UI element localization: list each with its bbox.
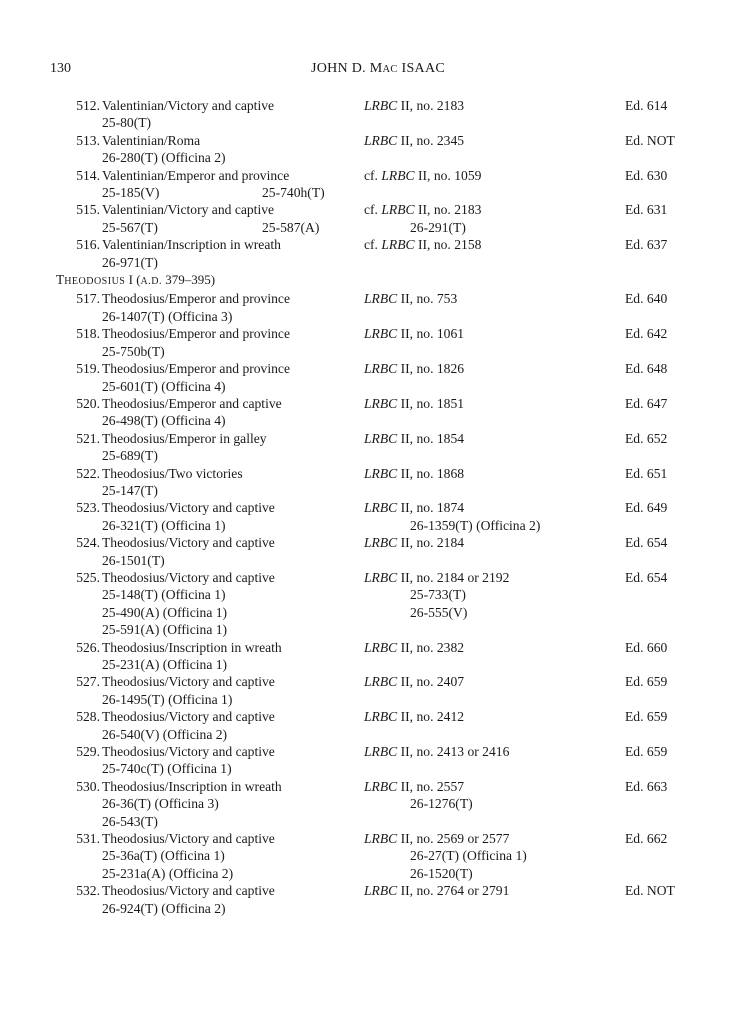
reference-catalogue: LRBC <box>364 291 398 307</box>
entry-description-block <box>62 673 362 708</box>
entry-description-block <box>62 167 362 202</box>
catalogue-reference <box>364 569 509 621</box>
entry-first-line <box>62 569 362 586</box>
catalogue-entry <box>0 236 756 271</box>
reference-catalogue: LRBC <box>364 535 398 551</box>
catalogue-entry <box>0 97 756 132</box>
reference-catalogue: LRBC <box>381 202 415 218</box>
edition-number: Ed. 614 <box>625 98 668 113</box>
entry-first-line <box>62 201 362 218</box>
catalogue-entries <box>0 97 756 917</box>
entry-description-block <box>62 465 362 500</box>
catalogue-reference <box>364 325 464 342</box>
reference-line <box>364 830 527 847</box>
entry-description: Valentinian/Roma <box>102 132 201 148</box>
reference-line <box>364 97 464 114</box>
edition-number: Ed. 659 <box>625 744 668 760</box>
catalogue-entry <box>0 395 756 430</box>
entry-description-block <box>62 708 362 743</box>
catalogue-reference <box>364 708 464 725</box>
entry-number: 517. <box>76 291 100 307</box>
edition-number: Ed. NOT <box>625 132 675 148</box>
theodosius-entries <box>0 290 756 917</box>
catalogue-reference <box>364 236 481 253</box>
entry-first-line <box>62 132 362 149</box>
entry-description: Theodosius/Victory and captive <box>102 569 275 585</box>
specimen-id: 26-540(V) (Officina 2) <box>102 726 228 742</box>
entry-number: 531. <box>76 831 100 847</box>
entry-description: Valentinian/Emperor and province <box>102 167 290 183</box>
reference-catalogue: LRBC <box>364 569 398 585</box>
reference-line <box>364 673 464 690</box>
section-smallcaps: HEODOSIUS <box>64 276 126 288</box>
reference-catalogue: LRBC <box>364 883 398 899</box>
catalogue-entry <box>0 708 756 743</box>
edition-number: Ed. 659 <box>625 709 668 725</box>
reference-catalogue: LRBC <box>364 132 398 148</box>
reference-line <box>364 778 473 795</box>
reference-catalogue: LRBC <box>364 465 398 481</box>
catalogue-entry <box>0 290 756 325</box>
reference-catalogue: LRBC <box>364 744 398 760</box>
reference-catalogue: LRBC <box>364 674 398 690</box>
reference-catalogue: LRBC <box>364 500 398 516</box>
specimen-id: 25-601(T) (Officina 4) <box>102 378 226 394</box>
specimen-row <box>62 184 362 201</box>
reference-number: II, no. 2764 or 2791 <box>397 883 510 899</box>
edition-number: Ed. 630 <box>625 167 668 183</box>
specimen-id: 26-280(T) (Officina 2) <box>102 150 226 166</box>
specimen-id: 25-740h(T) <box>262 185 325 201</box>
entry-number: 514. <box>76 167 100 183</box>
reference-number: II, no. 2183 <box>414 202 482 218</box>
catalogue-entry <box>0 465 756 500</box>
edition-number: Ed. 647 <box>625 395 668 411</box>
running-head <box>0 60 756 78</box>
reference-number: II, no. 2382 <box>397 639 465 655</box>
catalogue-entry <box>0 430 756 465</box>
entry-description: Valentinian/Victory and captive <box>102 202 275 218</box>
reference-catalogue: LRBC <box>364 361 398 377</box>
specimen-id: 25-231(A) (Officina 1) <box>102 657 228 672</box>
additional-specimen-id: 26-555(V) <box>410 604 468 620</box>
entry-number: 515. <box>76 202 100 218</box>
edition-number: Ed. 659 <box>625 674 668 690</box>
specimen-id: 25-587(A) <box>262 219 320 235</box>
specimen-id: 25-80(T) <box>102 115 152 131</box>
entry-description: Theodosius/Emperor and captive <box>102 395 282 411</box>
catalogue-entry <box>0 569 756 639</box>
reference-line <box>364 499 540 516</box>
catalogue-entry <box>0 830 756 882</box>
edition-number: Ed. 637 <box>625 237 668 253</box>
entry-first-line <box>62 97 362 114</box>
reference-line <box>364 465 464 482</box>
specimen-id: 25-185(V) <box>102 185 160 201</box>
reference-number: II, no. 1868 <box>397 465 465 481</box>
entry-description-block <box>62 569 362 639</box>
specimen-id: 25-567(T) <box>102 219 158 235</box>
catalogue-entry <box>0 882 756 917</box>
reference-number: II, no. 2412 <box>397 709 465 725</box>
entry-description-block <box>62 395 362 430</box>
reference-line <box>364 882 509 899</box>
reference-catalogue: LRBC <box>364 639 398 655</box>
entry-first-line <box>62 360 362 377</box>
specimen-id: 25-490(A) (Officina 1) <box>102 604 228 620</box>
reference-number: II, no. 2183 <box>397 98 465 113</box>
entry-description: Theodosius/Victory and captive <box>102 831 275 847</box>
entry-first-line <box>62 236 362 253</box>
reference-line <box>364 201 481 218</box>
additional-specimen-id: 26-1520(T) <box>410 865 473 881</box>
entry-number: 528. <box>76 709 100 725</box>
reference-line <box>364 639 464 656</box>
entry-first-line <box>62 778 362 795</box>
additional-specimen-id: 25-733(T) <box>410 587 466 603</box>
reference-number: II, no. 2407 <box>397 674 465 690</box>
entry-number: 524. <box>76 535 100 551</box>
edition-number: Ed. NOT <box>625 883 675 899</box>
catalogue-reference <box>364 201 481 236</box>
additional-specimen-id: 26-291(T) <box>410 219 466 235</box>
edition-number: Ed. 648 <box>625 361 668 377</box>
specimen-id: 26-1501(T) <box>102 552 165 568</box>
reference-number: II, no. 1851 <box>397 395 465 411</box>
additional-specimen-id: 26-1276(T) <box>410 796 473 812</box>
valentinian-entries <box>0 97 756 271</box>
specimen-id: 26-1407(T) (Officina 3) <box>102 308 233 324</box>
entry-number: 521. <box>76 430 100 446</box>
entry-first-line <box>62 743 362 760</box>
entry-number: 519. <box>76 361 100 377</box>
specimen-id: 25-591(A) (Officina 1) <box>102 622 228 638</box>
reference-line <box>364 534 464 551</box>
entry-description: Valentinian/Victory and captive <box>102 98 275 113</box>
entry-description-block <box>62 360 362 395</box>
catalogue-entry <box>0 325 756 360</box>
entry-first-line <box>62 290 362 307</box>
edition-number: Ed. 654 <box>625 569 668 585</box>
entry-number: 530. <box>76 778 100 794</box>
entry-first-line <box>62 430 362 447</box>
reference-number: II, no. 1826 <box>397 361 465 377</box>
entry-description: Theodosius/Victory and captive <box>102 709 275 725</box>
edition-number: Ed. 631 <box>625 202 668 218</box>
edition-number: Ed. 651 <box>625 465 668 481</box>
catalogue-reference <box>364 430 464 447</box>
catalogue-reference <box>364 499 540 534</box>
catalogue-reference <box>364 743 509 760</box>
entry-description-block <box>62 430 362 465</box>
specimen-id: 26-498(T) (Officina 4) <box>102 413 226 429</box>
catalogue-reference <box>364 778 473 813</box>
catalogue-entry <box>0 499 756 534</box>
entry-description-block <box>62 236 362 271</box>
specimen-id: 25-740c(T) (Officina 1) <box>102 761 232 777</box>
reference-catalogue: LRBC <box>364 395 398 411</box>
entry-number: 522. <box>76 465 100 481</box>
running-head-suffix: ISAAC <box>397 61 446 76</box>
entry-number: 529. <box>76 744 100 760</box>
reference-catalogue: LRBC <box>381 237 415 253</box>
catalogue-reference <box>364 534 464 551</box>
running-head-smallcaps: AC <box>382 64 398 75</box>
edition-number: Ed. 660 <box>625 639 668 655</box>
catalogue-entry <box>0 132 756 167</box>
additional-specimen-id: 26-1359(T) (Officina 2) <box>410 517 541 533</box>
entry-number: 523. <box>76 500 100 516</box>
specimen-id: 26-36(T) (Officina 3) <box>102 796 219 812</box>
section-ad: A.D. <box>140 276 162 288</box>
reference-line <box>364 290 457 307</box>
specimen-row <box>62 219 362 236</box>
catalogue-entry <box>0 201 756 236</box>
entry-description: Valentinian/Inscription in wreath <box>102 237 281 253</box>
entry-description-block <box>62 499 362 534</box>
reference-number: II, no. 2413 or 2416 <box>397 744 510 760</box>
reference-number: II, no. 1061 <box>397 326 465 342</box>
page-number: 130 <box>50 61 71 76</box>
entry-description: Theodosius/Victory and captive <box>102 674 275 690</box>
catalogue-entry <box>0 743 756 778</box>
reference-number: II, no. 753 <box>397 291 458 307</box>
edition-number: Ed. 640 <box>625 291 668 307</box>
specimen-id: 25-148(T) (Officina 1) <box>102 587 226 603</box>
entry-description-block <box>62 325 362 360</box>
reference-prefix: cf. <box>364 167 382 183</box>
catalogue-entry <box>0 534 756 569</box>
edition-number: Ed. 662 <box>625 831 668 847</box>
reference-line <box>364 132 464 149</box>
entry-first-line <box>62 395 362 412</box>
reference-line <box>364 236 481 253</box>
entry-description: Theodosius/Emperor and province <box>102 326 290 342</box>
entry-description: Theodosius/Two victories <box>102 465 243 481</box>
entry-description-block <box>62 639 362 674</box>
edition-number: Ed. 654 <box>625 535 668 551</box>
entry-description: Theodosius/Inscription in wreath <box>102 639 282 655</box>
specimen-id: 25-231a(A) (Officina 2) <box>102 865 234 881</box>
catalogue-entry <box>0 639 756 674</box>
entry-first-line <box>62 465 362 482</box>
reference-catalogue: LRBC <box>381 167 415 183</box>
entry-description: Theodosius/Victory and captive <box>102 535 275 551</box>
catalogue-entry <box>0 778 756 830</box>
reference-number: II, no. 2557 <box>397 778 465 794</box>
catalogue-reference <box>364 465 464 482</box>
entry-number: 525. <box>76 569 100 585</box>
entry-number: 512. <box>76 98 100 113</box>
entry-first-line <box>62 882 362 899</box>
entry-first-line <box>62 639 362 656</box>
reference-number: II, no. 2184 <box>397 535 465 551</box>
reference-number: II, no. 2184 or 2192 <box>397 569 510 585</box>
catalogue-reference <box>364 132 464 149</box>
catalogue-reference <box>364 395 464 412</box>
entry-description: Theodosius/Inscription in wreath <box>102 778 282 794</box>
entry-number: 513. <box>76 132 100 148</box>
reference-number: II, no. 1059 <box>414 167 482 183</box>
specimen-id: 26-321(T) (Officina 1) <box>102 517 226 533</box>
additional-specimen-id: 26-27(T) (Officina 1) <box>410 848 527 864</box>
reference-number: II, no. 2345 <box>397 132 465 148</box>
entry-description-block <box>62 534 362 569</box>
entry-description-block <box>62 778 362 830</box>
reference-number: II, no. 1874 <box>397 500 465 516</box>
entry-number: 518. <box>76 326 100 342</box>
reference-line <box>364 708 464 725</box>
catalogue-entry <box>0 167 756 202</box>
reference-line <box>364 569 509 586</box>
entry-number: 516. <box>76 237 100 253</box>
section-heading <box>56 271 756 290</box>
edition-number: Ed. 652 <box>625 430 668 446</box>
entry-description: Theodosius/Victory and captive <box>102 883 275 899</box>
catalogue-entry <box>0 360 756 395</box>
reference-line <box>364 325 464 342</box>
entry-first-line <box>62 499 362 516</box>
catalogue-reference <box>364 167 481 184</box>
entry-first-line <box>62 534 362 551</box>
edition-number: Ed. 642 <box>625 326 668 342</box>
reference-prefix: cf. <box>364 237 382 253</box>
entry-number: 527. <box>76 674 100 690</box>
entry-number: 532. <box>76 883 100 899</box>
catalogue-reference <box>364 882 509 899</box>
reference-number: II, no. 2569 or 2577 <box>397 831 510 847</box>
entry-description: Theodosius/Emperor and province <box>102 361 290 377</box>
edition-number: Ed. 663 <box>625 778 668 794</box>
entry-first-line <box>62 830 362 847</box>
entry-description: Theodosius/Emperor in galley <box>102 430 267 446</box>
catalogue-reference <box>364 97 464 114</box>
running-head-prefix: JOHN D. M <box>310 61 383 76</box>
catalogue-reference <box>364 673 464 690</box>
entry-description-block <box>62 290 362 325</box>
catalogue-entry <box>0 673 756 708</box>
reference-catalogue: LRBC <box>364 326 398 342</box>
catalogue-reference <box>364 360 464 377</box>
entry-description-block <box>62 132 362 167</box>
entry-description-block <box>62 830 362 882</box>
entry-description: Theodosius/Victory and captive <box>102 500 275 516</box>
reference-line <box>364 430 464 447</box>
section-initial: T <box>56 272 65 288</box>
reference-catalogue: LRBC <box>364 430 398 446</box>
edition-number: Ed. 649 <box>625 500 668 516</box>
specimen-id: 26-971(T) <box>102 254 158 270</box>
reference-line <box>364 743 509 760</box>
entry-description-block <box>62 201 362 236</box>
entry-description: Theodosius/Victory and captive <box>102 744 275 760</box>
specimen-id: 26-924(T) (Officina 2) <box>102 900 226 916</box>
section-dates: 379–395) <box>161 272 216 288</box>
specimen-id: 25-36a(T) (Officina 1) <box>102 848 225 864</box>
entry-description-block <box>62 97 362 132</box>
specimen-id: 25-147(T) <box>102 482 158 498</box>
specimen-id: 25-689(T) <box>102 448 158 464</box>
reference-catalogue: LRBC <box>364 831 398 847</box>
entry-description-block <box>62 743 362 778</box>
catalogue-reference <box>364 830 527 882</box>
catalogue-reference <box>364 290 457 307</box>
section-rest: I ( <box>125 272 141 288</box>
reference-line <box>364 360 464 377</box>
reference-prefix: cf. <box>364 202 382 218</box>
entry-first-line <box>62 167 362 184</box>
specimen-id: 26-1495(T) (Officina 1) <box>102 691 233 707</box>
entry-first-line <box>62 325 362 342</box>
entry-number: 526. <box>76 639 100 655</box>
entry-description: Theodosius/Emperor and province <box>102 291 290 307</box>
entry-first-line <box>62 708 362 725</box>
specimen-id: 25-750b(T) <box>102 343 165 359</box>
entry-description-block <box>62 882 362 917</box>
catalogue-reference <box>364 639 464 656</box>
reference-number: II, no. 1854 <box>397 430 465 446</box>
specimen-id: 26-543(T) <box>102 813 158 829</box>
entry-first-line <box>62 673 362 690</box>
reference-catalogue: LRBC <box>364 709 398 725</box>
reference-catalogue: LRBC <box>364 778 398 794</box>
entry-number: 520. <box>76 395 100 411</box>
reference-line <box>364 395 464 412</box>
reference-catalogue: LRBC <box>364 98 398 113</box>
reference-line <box>364 167 481 184</box>
reference-number: II, no. 2158 <box>414 237 482 253</box>
